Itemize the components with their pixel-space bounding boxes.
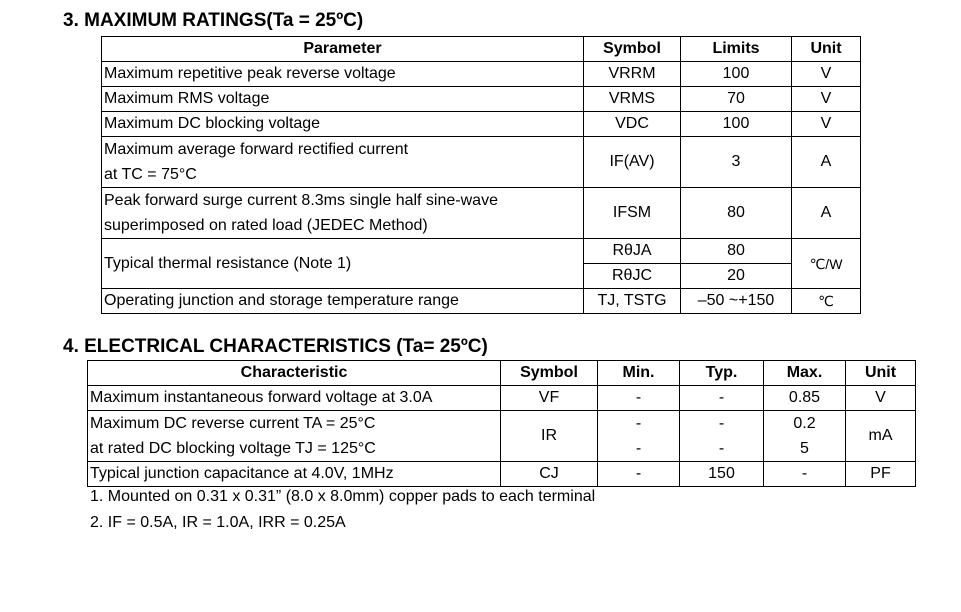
characteristic-cell: Maximum instantaneous forward voltage at 3.0A bbox=[88, 386, 501, 411]
max-value-1: 0.2 bbox=[793, 415, 816, 432]
unit-cell: PF bbox=[846, 462, 916, 487]
max-ratings-heading: 3. MAXIMUM RATINGS(Ta = 25ºC) bbox=[63, 10, 364, 31]
table-row bbox=[102, 137, 861, 188]
note-1: 1. Mounted on 0.31 x 0.31” (8.0 x 8.0mm) copper pads to each terminal bbox=[90, 488, 596, 505]
parameter-line-2: superimposed on rated load (JEDEC Method) bbox=[104, 217, 428, 234]
note-2: 2. IF = 0.5A, IR = 1.0A, IRR = 0.25A bbox=[90, 514, 346, 531]
unit-cell: V bbox=[792, 62, 861, 87]
parameter-cell bbox=[102, 137, 584, 188]
characteristic-line-1: Maximum DC reverse current TA = 25°C bbox=[90, 415, 376, 432]
symbol-cell: CJ bbox=[501, 462, 598, 487]
header-unit: Unit bbox=[792, 37, 861, 62]
typ-cell: - bbox=[680, 386, 764, 411]
characteristic-cell bbox=[88, 411, 501, 462]
min-value-1: - bbox=[635, 415, 642, 432]
characteristic-cell: Typical junction capacitance at 4.0V, 1MHz bbox=[88, 462, 501, 487]
unit-cell: V bbox=[792, 87, 861, 112]
parameter-cell: Operating junction and storage temperature range bbox=[102, 289, 584, 314]
symbol-cell: VDC bbox=[584, 112, 681, 137]
table-row bbox=[102, 188, 861, 239]
max-ratings-table bbox=[101, 36, 861, 314]
table-row bbox=[88, 411, 916, 462]
unit-cell: ℃ bbox=[792, 289, 861, 314]
unit-cell: V bbox=[792, 112, 861, 137]
unit-cell: ℃/W bbox=[792, 239, 861, 289]
table-row bbox=[102, 289, 861, 314]
symbol-cell: IFSM bbox=[584, 188, 681, 239]
unit-cell: mA bbox=[846, 411, 916, 462]
limit-cell: 100 bbox=[681, 62, 792, 87]
typ-cell bbox=[680, 411, 764, 462]
table-header-row bbox=[88, 361, 916, 386]
symbol-cell: RθJA bbox=[584, 239, 681, 264]
min-cell bbox=[598, 411, 680, 462]
table-row bbox=[88, 462, 916, 487]
unit-cell: A bbox=[792, 137, 861, 188]
parameter-line-1: Peak forward surge current 8.3ms single half sine-wave bbox=[104, 192, 498, 209]
symbol-cell: IR bbox=[501, 411, 598, 462]
limit-cell: –50 ~+150 bbox=[681, 289, 792, 314]
symbol-cell: TJ, TSTG bbox=[584, 289, 681, 314]
unit-cell: A bbox=[792, 188, 861, 239]
header-parameter: Parameter bbox=[102, 37, 584, 62]
header-characteristic: Characteristic bbox=[88, 361, 501, 386]
parameter-line-2: at TC = 75°C bbox=[104, 166, 197, 183]
typ-cell: 150 bbox=[680, 462, 764, 487]
table-row bbox=[102, 112, 861, 137]
max-cell: 0.85 bbox=[764, 386, 846, 411]
unit-cell: V bbox=[846, 386, 916, 411]
limit-cell: 20 bbox=[681, 264, 792, 289]
symbol-cell: VF bbox=[501, 386, 598, 411]
parameter-cell: Maximum RMS voltage bbox=[102, 87, 584, 112]
typ-value-2: - bbox=[718, 440, 725, 457]
limit-cell: 100 bbox=[681, 112, 792, 137]
table-row bbox=[102, 87, 861, 112]
symbol-cell: RθJC bbox=[584, 264, 681, 289]
electrical-heading: 4. ELECTRICAL CHARACTERISTICS (Ta= 25ºC) bbox=[63, 336, 488, 357]
symbol-cell: VRMS bbox=[584, 87, 681, 112]
parameter-cell: Maximum DC blocking voltage bbox=[102, 112, 584, 137]
min-value-2: - bbox=[635, 440, 642, 457]
header-limits: Limits bbox=[681, 37, 792, 62]
parameter-line-1: Maximum average forward rectified current bbox=[104, 141, 409, 158]
parameter-cell: Maximum repetitive peak reverse voltage bbox=[102, 62, 584, 87]
symbol-cell: IF(AV) bbox=[584, 137, 681, 188]
min-cell: - bbox=[598, 462, 680, 487]
typ-value-1: - bbox=[718, 415, 725, 432]
max-value-2: 5 bbox=[800, 440, 809, 457]
symbol-cell: VRRM bbox=[584, 62, 681, 87]
parameter-cell: Typical thermal resistance (Note 1) bbox=[102, 239, 584, 289]
table-header-row bbox=[102, 37, 861, 62]
header-max: Max. bbox=[764, 361, 846, 386]
header-symbol: Symbol bbox=[501, 361, 598, 386]
min-cell: - bbox=[598, 386, 680, 411]
header-min: Min. bbox=[598, 361, 680, 386]
electrical-table bbox=[87, 360, 916, 487]
limit-cell: 80 bbox=[681, 239, 792, 264]
parameter-cell bbox=[102, 188, 584, 239]
limit-cell: 3 bbox=[681, 137, 792, 188]
header-unit: Unit bbox=[846, 361, 916, 386]
max-cell: - bbox=[764, 462, 846, 487]
limit-cell: 80 bbox=[681, 188, 792, 239]
header-symbol: Symbol bbox=[584, 37, 681, 62]
header-typ: Typ. bbox=[680, 361, 764, 386]
limit-cell: 70 bbox=[681, 87, 792, 112]
max-cell bbox=[764, 411, 846, 462]
table-row bbox=[102, 239, 861, 264]
table-row bbox=[102, 62, 861, 87]
table-row bbox=[88, 386, 916, 411]
characteristic-line-2: at rated DC blocking voltage TJ = 125°C bbox=[90, 440, 376, 457]
